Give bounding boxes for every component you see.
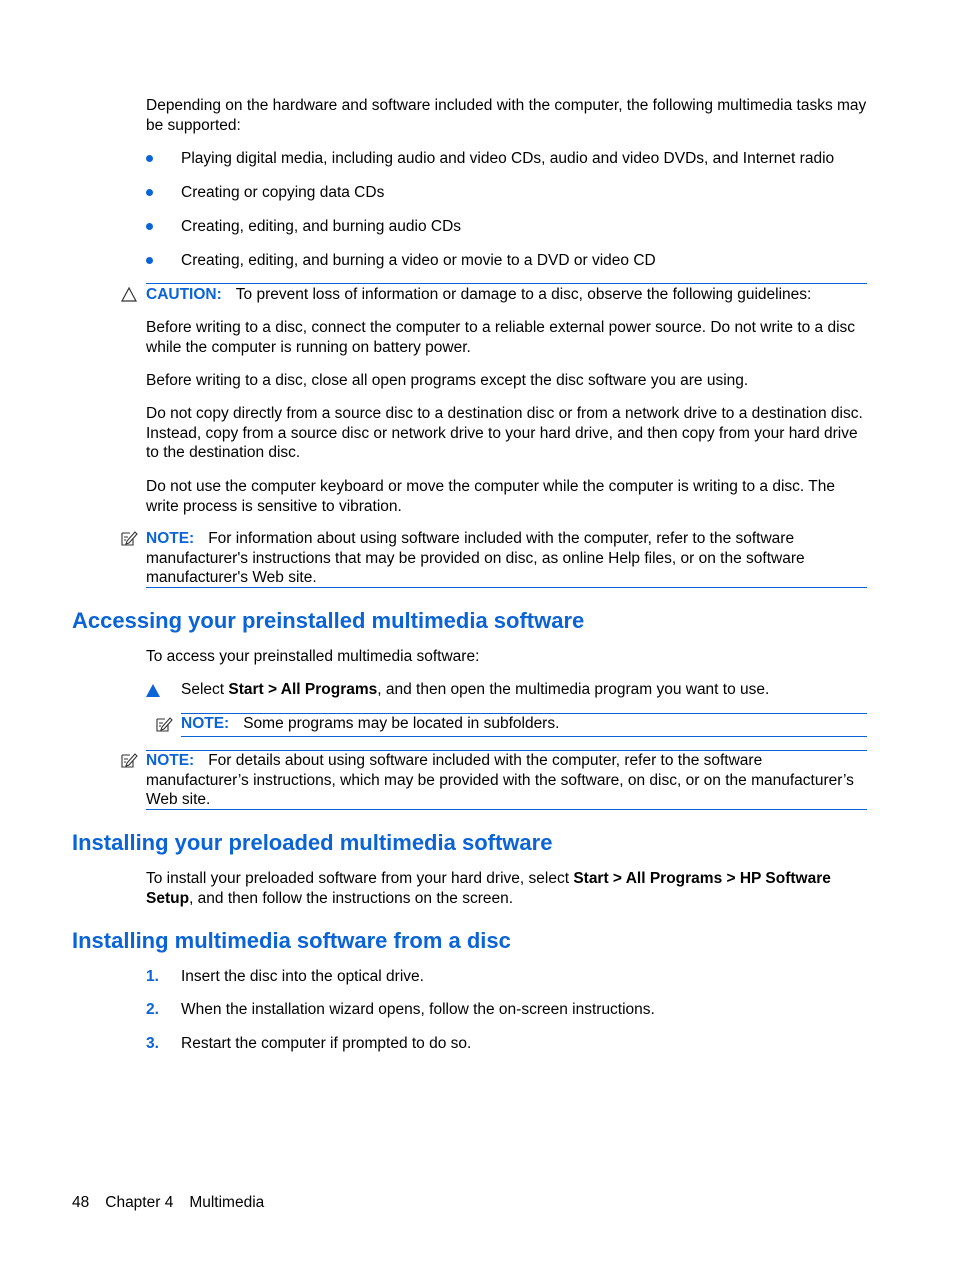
step-text-part: , and then open the multimedia program you want to use. [377,681,770,698]
paragraph-part: , and then follow the instructions on the screen. [189,889,514,907]
list-item: Insert the disc into the optical drive. [181,968,424,985]
paragraph-part: To install your preloaded software from your hard drive, select [146,870,574,887]
bullet-icon [146,257,153,264]
caution-line [146,285,868,305]
step-menu-path: Start > All Programs [228,681,378,698]
caution-paragraph: Before writing to a disc, close all open programs except the disc software you are using. [146,372,749,389]
bullet-icon [146,223,153,230]
subnote [181,714,871,734]
chapter-title: Multimedia [189,1194,265,1211]
note-label: NOTE: [181,715,230,732]
list-item: Playing digital media, including audio and video CDs, audio and video DVDs, and Internet radio [181,150,835,167]
caution-paragraph: Before writing to a disc, connect the computer to a reliable external power source. Do not write to a disc while the computer is running on battery power. [146,319,856,356]
note-text: Some programs may be located in subfolders. [243,715,560,732]
caution-label: CAUTION: [146,286,222,303]
step-text-part: Select [181,681,229,698]
intro-paragraph: Depending on the hardware and software included with the computer, the following multimedia tasks may be supported: [146,97,867,134]
section-heading: Installing multimedia software from a disc [72,928,511,953]
caution-paragraph: Do not use the computer keyboard or move the computer while the computer is writing to a disc. The write process is sensitive to vibration. [146,478,835,515]
note-text: For information about using software included with the computer, refer to the software manufacturer's instructions that may be provided on disc, as online Help files, or on the software manufacturer's Web site. [146,530,805,586]
menu-path: Setup [146,889,190,907]
bullet-icon [146,189,153,196]
note-text: For details about using software included with the computer, refer to the software manufacturer’s instructions, which may be provided with the software, on disc, or on the manufacturer’s Web site. [146,752,854,808]
list-item: When the installation wizard opens, follow the on-screen instructions. [181,1001,655,1018]
list-item: Creating, editing, and burning a video or movie to a DVD or video CD [181,252,656,269]
list-item: Restart the computer if prompted to do so. [181,1035,472,1052]
step-number: 2. [146,1001,159,1018]
step-text [181,680,871,700]
list-item: Creating or copying data CDs [181,184,385,201]
section-heading: Installing your preloaded multimedia software [72,830,553,855]
note-pencil-icon [120,530,138,547]
step-number: 3. [146,1035,159,1052]
bullet-icon [146,155,153,162]
chapter-label: Chapter 4 [105,1194,174,1211]
note-bottom-rule [146,809,867,810]
menu-path: Start > All Programs > HP Software [573,870,831,887]
section-intro: To access your preinstalled multimedia software: [146,648,480,665]
note-pencil-icon [155,716,173,733]
caution-paragraph: Do not copy directly from a source disc to a destination disc or from a network drive to a destination disc. Instead, copy from a source disc or network drive to your hard drive, and then copy from your hard drive to the destination disc. [146,405,863,461]
note-label: NOTE: [146,752,195,769]
note-paragraph [146,751,868,810]
list-item: Creating, editing, and burning audio CDs [181,218,462,235]
section-heading: Accessing your preinstalled multimedia software [72,608,585,633]
caution-top-rule [146,283,867,284]
caution-triangle-icon [121,287,137,302]
page-footer [72,1193,280,1213]
subnote-bottom-rule [181,736,867,737]
step-triangle-icon [146,684,160,697]
step-number: 1. [146,968,159,985]
note-label: NOTE: [146,530,195,547]
note-bottom-rule [146,587,867,588]
caution-text: To prevent loss of information or damage to a disc, observe the following guidelines: [235,286,812,303]
note-paragraph [146,529,868,588]
note-pencil-icon [120,752,138,769]
section-paragraph [146,869,868,908]
page-number: 48 [72,1194,90,1211]
